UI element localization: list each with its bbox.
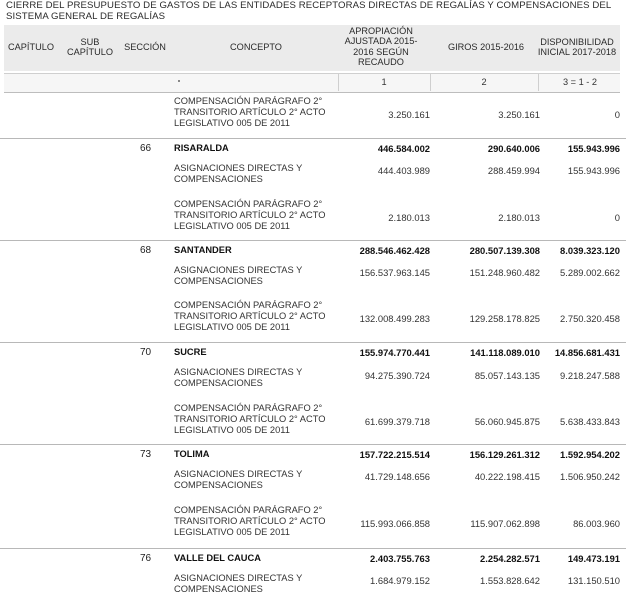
section-code: 70 (140, 347, 152, 358)
disponibilidad-cell: 1.592.954.202 (560, 449, 620, 460)
apropiacion-cell: 157.722.215.514 (359, 449, 430, 460)
divider (430, 73, 431, 91)
giros-cell: 2.254.282.571 (480, 553, 540, 564)
giros-cell: 151.248.960.482 (469, 267, 540, 278)
concept-cell: SUCRE (174, 347, 207, 357)
apropiacion-cell: 288.546.462.428 (359, 245, 430, 256)
concept-cell: ASIGNACIONES DIRECTAS Y COMPENSACIONES (174, 163, 303, 184)
header-capitulo: CAPÍTULO (8, 42, 54, 52)
giros-cell: 156.129.261.312 (469, 449, 540, 460)
disponibilidad-cell: 9.218.247.588 (560, 370, 620, 381)
disponibilidad-cell: 5.289.002.662 (560, 267, 620, 278)
apropiacion-cell: 444.403.989 (377, 165, 430, 176)
concept-cell: COMPENSACIÓN PARÁGRAFO 2° TRANSITORIO ARTÍCULO 2° ACTO LEGISLATIVO 005 DE 2011 (174, 199, 326, 231)
column-number-2: 2 (481, 77, 487, 87)
giros-cell: 288.459.994 (487, 165, 540, 176)
concept-cell: ASIGNACIONES DIRECTAS Y COMPENSACIONES (174, 469, 303, 490)
apropiacion-cell: 3.250.161 (388, 109, 430, 120)
table-row (0, 444, 626, 460)
giros-cell: 3.250.161 (498, 109, 540, 120)
concept-cell: COMPENSACIÓN PARÁGRAFO 2° TRANSITORIO ARTÍCULO 2° ACTO LEGISLATIVO 005 DE 2011 (174, 96, 326, 128)
concept-cell: ASIGNACIONES DIRECTAS Y COMPENSACIONES (174, 265, 303, 286)
disponibilidad-cell: 131.150.510 (567, 575, 620, 586)
divider (538, 73, 539, 91)
apropiacion-cell: 446.584.002 (377, 143, 430, 154)
concept-cell: ASIGNACIONES DIRECTAS Y COMPENSACIONES (174, 573, 303, 594)
concept-cell: RISARALDA (174, 143, 229, 153)
concept-cell: COMPENSACIÓN PARÁGRAFO 2° TRANSITORIO ARTÍCULO 2° ACTO LEGISLATIVO 005 DE 2011 (174, 300, 326, 332)
apropiacion-cell: 1.684.979.152 (370, 575, 430, 586)
apropiacion-cell: 94.275.390.724 (364, 370, 430, 381)
apropiacion-cell: 115.993.066.858 (360, 518, 430, 529)
disponibilidad-cell: 14.856.681.431 (554, 347, 620, 358)
apropiacion-cell: 61.699.379.718 (364, 416, 430, 427)
header-concepto: CONCEPTO (230, 42, 282, 52)
giros-cell: 85.057.143.135 (474, 370, 540, 381)
disponibilidad-cell: 5.638.433.843 (560, 416, 620, 427)
concept-cell: TOLIMA (174, 449, 210, 459)
table-row (0, 342, 626, 358)
giros-cell: 2.180.013 (498, 212, 540, 223)
apropiacion-cell: 155.974.770.441 (359, 347, 430, 358)
column-number-1: 1 (381, 77, 387, 87)
disponibilidad-cell: 155.943.996 (567, 143, 620, 154)
table-header (4, 25, 620, 71)
section-code: 68 (140, 245, 152, 256)
apropiacion-cell: 2.403.755.763 (370, 553, 430, 564)
disponibilidad-cell: 8.039.323.120 (560, 245, 620, 256)
section-code: 73 (140, 449, 152, 460)
concept-cell: VALLE DEL CAUCA (174, 553, 261, 563)
giros-cell: 129.258.178.825 (469, 313, 540, 324)
giros-cell: 56.060.945.875 (474, 416, 540, 427)
giros-cell: 290.640.006 (487, 143, 540, 154)
giros-cell: 1.553.828.642 (480, 575, 540, 586)
disponibilidad-cell: 0 (614, 109, 620, 120)
section-code: 66 (140, 143, 152, 154)
apropiacion-cell: 156.537.963.145 (359, 267, 430, 278)
giros-cell: 40.222.198.415 (474, 471, 540, 482)
concept-cell: ASIGNACIONES DIRECTAS Y COMPENSACIONES (174, 367, 303, 388)
header-disponibilidad: DISPONIBILIDAD INICIAL 2017-2018 (537, 37, 617, 58)
header-seccion: SECCIÓN (124, 42, 166, 52)
concept-cell: SANTANDER (174, 245, 232, 255)
marker-dot (178, 80, 180, 82)
giros-cell: 280.507.139.308 (469, 245, 540, 256)
disponibilidad-cell: 155.943.996 (567, 165, 620, 176)
disponibilidad-cell: 149.473.191 (567, 553, 620, 564)
apropiacion-cell: 2.180.013 (388, 212, 430, 223)
giros-cell: 115.907.062.898 (470, 518, 540, 529)
disponibilidad-cell: 1.506.950.242 (560, 471, 620, 482)
disponibilidad-cell: 86.003.960 (573, 518, 620, 529)
header-subcapitulo: SUB CAPÍTULO (67, 37, 113, 58)
table-row (0, 548, 626, 564)
header-giros: GIROS 2015-2016 (447, 42, 525, 52)
column-number-3: 3 = 1 - 2 (563, 77, 597, 87)
apropiacion-cell: 132.008.499.283 (359, 313, 430, 324)
concept-cell: COMPENSACIÓN PARÁGRAFO 2° TRANSITORIO ARTÍCULO 2° ACTO LEGISLATIVO 005 DE 2011 (174, 505, 326, 537)
document-title: CIERRE DEL PRESUPUESTO DE GASTOS DE LAS ENTIDADES RECEPTORAS DIRECTAS DE REGALÍAS Y COMPENSACIONES DEL SISTEMA GENERAL DE REGALÍAS (6, 0, 611, 22)
disponibilidad-cell: 2.750.320.458 (560, 313, 620, 324)
giros-cell: 141.118.089.010 (470, 347, 540, 358)
concept-cell: COMPENSACIÓN PARÁGRAFO 2° TRANSITORIO ARTÍCULO 2° ACTO LEGISLATIVO 005 DE 2011 (174, 403, 326, 435)
divider (338, 73, 339, 91)
section-code: 76 (140, 553, 152, 564)
header-apropiacion: APROPIACIÓN AJUSTADA 2015-2016 SEGÚN RECAUDO (344, 26, 418, 68)
apropiacion-cell: 41.729.148.656 (364, 471, 430, 482)
disponibilidad-cell: 0 (614, 212, 620, 223)
table-row (0, 138, 626, 154)
table-row (0, 240, 626, 256)
